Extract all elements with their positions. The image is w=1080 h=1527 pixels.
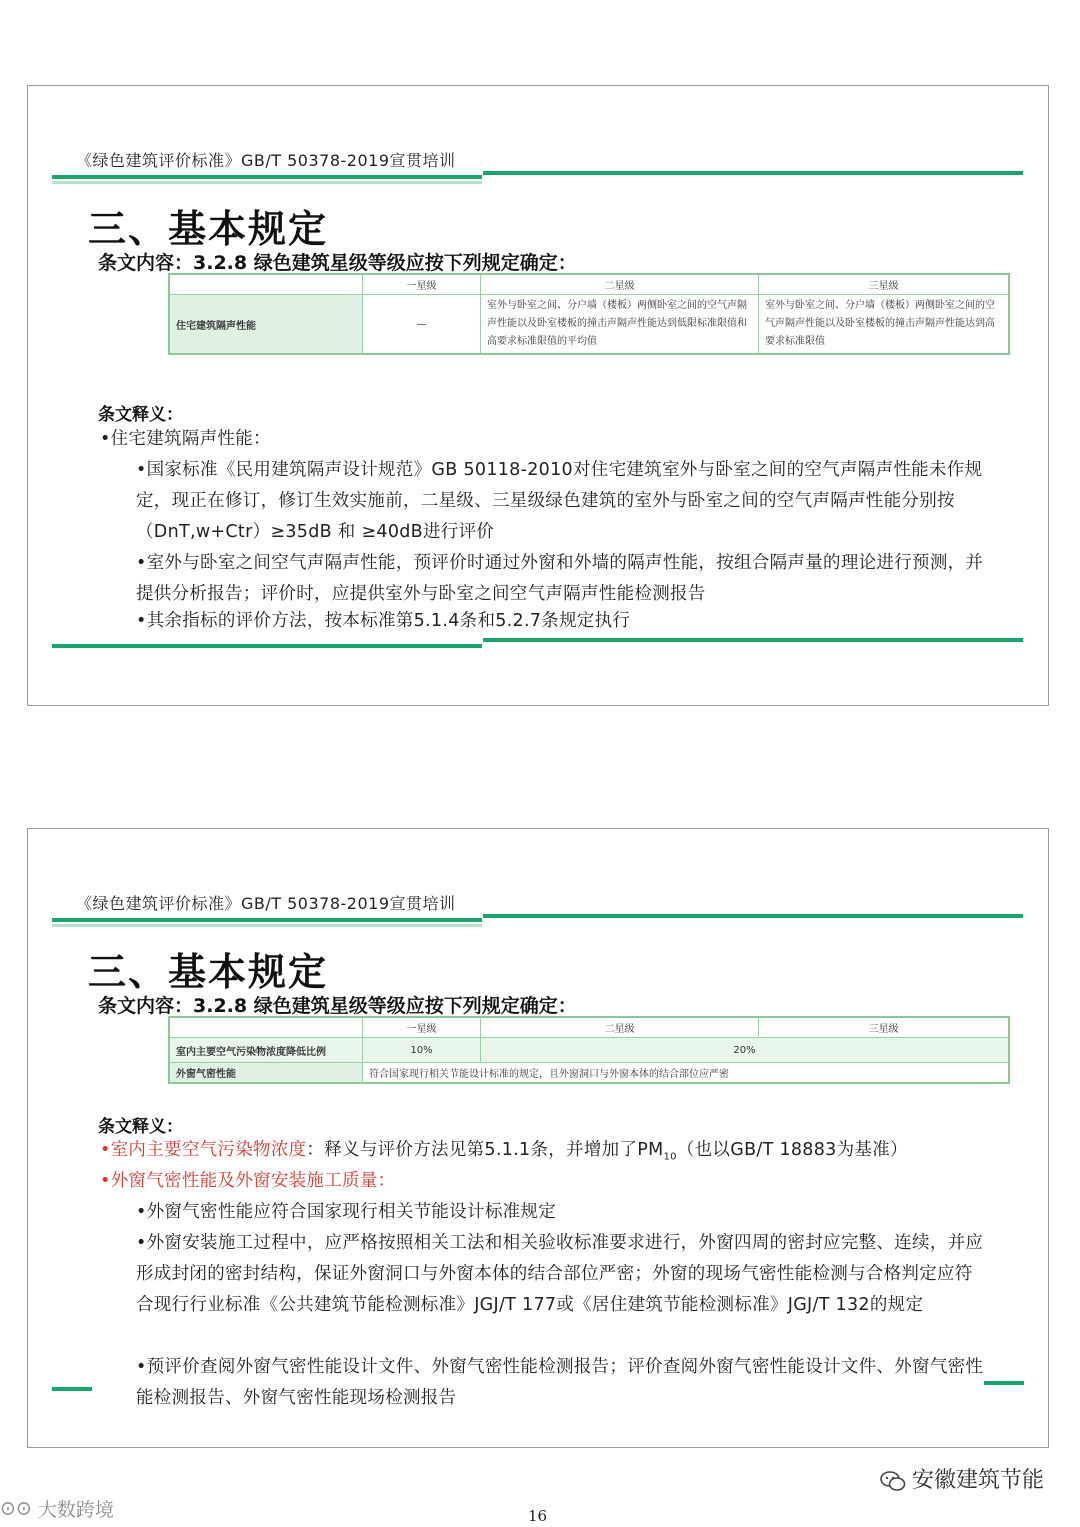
table-row: [169, 1063, 1009, 1084]
page-title: 三、基本规定: [88, 207, 329, 251]
slide-header: 《绿色建筑评价标准》GB/T 50378-2019宣贯培训: [76, 894, 456, 913]
table-header-cell: 一星级: [363, 274, 481, 295]
table-header-cell: [169, 1017, 363, 1038]
table-header-cell: 三星级: [759, 274, 1010, 295]
table-header-cell: [169, 274, 363, 295]
table-header-cell: 二星级: [481, 274, 759, 295]
pm-text: ：释义与评价方法见第5.1.1条，并增加了PM: [306, 1140, 664, 1160]
page-number: 16: [528, 1507, 548, 1525]
header-band-pale: [52, 924, 482, 927]
weibo-icon: ⊙⊙: [0, 1497, 32, 1520]
footer-band-right: [984, 1381, 1024, 1385]
standard-table: [168, 1016, 1010, 1084]
bullet-item: •外窗安装施工过程中，应严格按照相关工法和相关验收标准要求进行，外窗四周的密封应完整、连续，并应形成封闭的密封结构，保证外窗洞口与外窗本体的结合部位严密；外窗的现场气密性能检测与合格判定应符合现行行业标准《公共建筑节能检测标准》JGJ/T 177或《居住建筑节能检测标准》JGJ/T 132的规定: [136, 1233, 984, 1315]
footer-band-left: [52, 644, 482, 648]
header-band-left: [52, 918, 482, 922]
watermark-left: ⊙⊙ 大数跨境: [0, 1497, 114, 1521]
table-header-cell: 三星级: [759, 1017, 1010, 1038]
table-cell: 符合国家现行相关节能设计标准的规定，且外窗洞口与外窗本体的结合部位应严密: [363, 1063, 1010, 1084]
standard-table: [168, 273, 1010, 355]
slide-1: [27, 85, 1049, 706]
red-bullet-window: •外窗气密性能及外窗安装施工质量：: [100, 1171, 396, 1191]
pm-text-end: （也以GB/T 18883为基准）: [676, 1140, 908, 1160]
table-cell: 室外与卧室之间、分户墙（楼板）两侧卧室之间的空气声隔声性能以及卧室楼板的撞击声隔声性能达到高要求标准限值: [759, 295, 1010, 355]
table-cell: —: [363, 295, 481, 355]
clause-heading: 条文内容：3.2.8 绿色建筑星级等级应按下列规定确定：: [98, 252, 577, 274]
table-cell: 室外与卧室之间、分户墙（楼板）两侧卧室之间的空气声隔声性能以及卧室楼板的撞击声隔声性能达到低限标准限值和高要求标准限值的平均值: [481, 295, 759, 355]
table-cell: 室内主要空气污染物浓度降低比例: [169, 1038, 363, 1063]
brand-name: 安徽建筑节能: [911, 1468, 1044, 1493]
explain-label: 条文释义：: [98, 405, 183, 425]
wechat-icon: [880, 1470, 906, 1492]
slide-header: 《绿色建筑评价标准》GB/T 50378-2019宣贯培训: [76, 151, 456, 170]
red-term: •室内主要空气污染物浓度: [100, 1140, 307, 1160]
explain-label: 条文释义：: [98, 1117, 183, 1137]
bullet-item: •国家标准《民用建筑隔声设计规范》GB 50118-2010对住宅建筑室外与卧室之间的空气声隔声性能未作规定，现正在修订，修订生效实施前，二星级、三星级绿色建筑的室外与卧室之间的空气声隔声性能分别按（DnT,w+Ctr）≥35dB 和 ≥40dB进行评价: [136, 460, 983, 542]
pm-subscript: 10: [663, 1151, 677, 1163]
bullet-item: •外窗气密性能应符合国家现行相关节能设计标准规定: [136, 1202, 557, 1222]
bullet-item: •其余指标的评价方法，按本标准第5.1.4条和5.2.7条规定执行: [136, 611, 631, 631]
table-cell: 10%: [363, 1038, 481, 1063]
table-row: [169, 295, 1009, 355]
table-header-cell: 一星级: [363, 1017, 481, 1038]
table-header-cell: 二星级: [481, 1017, 759, 1038]
header-band-right: [483, 914, 1023, 918]
footer-band-left: [52, 1387, 92, 1391]
footer-band-right: [483, 638, 1023, 642]
header-band-right: [483, 171, 1023, 175]
table-row: [169, 1038, 1009, 1063]
brand-watermark: [880, 1463, 1044, 1494]
table-cell: 住宅建筑隔声性能: [169, 295, 363, 355]
slide-2: [27, 828, 1049, 1448]
bullet-item: •室外与卧室之间空气声隔声性能，预评价时通过外窗和外墙的隔声性能，按组合隔声量的理论进行预测，并提供分析报告；评价时，应提供室外与卧室之间空气声隔声性能检测报告: [136, 553, 984, 604]
bullet-main: •住宅建筑隔声性能：: [100, 429, 271, 449]
page-title: 三、基本规定: [88, 950, 329, 994]
header-band-left: [52, 175, 482, 179]
header-band-pale: [52, 181, 482, 184]
clause-heading: 条文内容：3.2.8 绿色建筑星级等级应按下列规定确定：: [98, 995, 577, 1017]
bullet-item: •预评价查阅外窗气密性能设计文件、外窗气密性能检测报告；评价查阅外窗气密性能设计文件、外窗气密性能检测报告、外窗气密性能现场检测报告: [136, 1357, 984, 1408]
table-cell: 20%: [481, 1038, 1010, 1063]
table-cell: 外窗气密性能: [169, 1063, 363, 1084]
